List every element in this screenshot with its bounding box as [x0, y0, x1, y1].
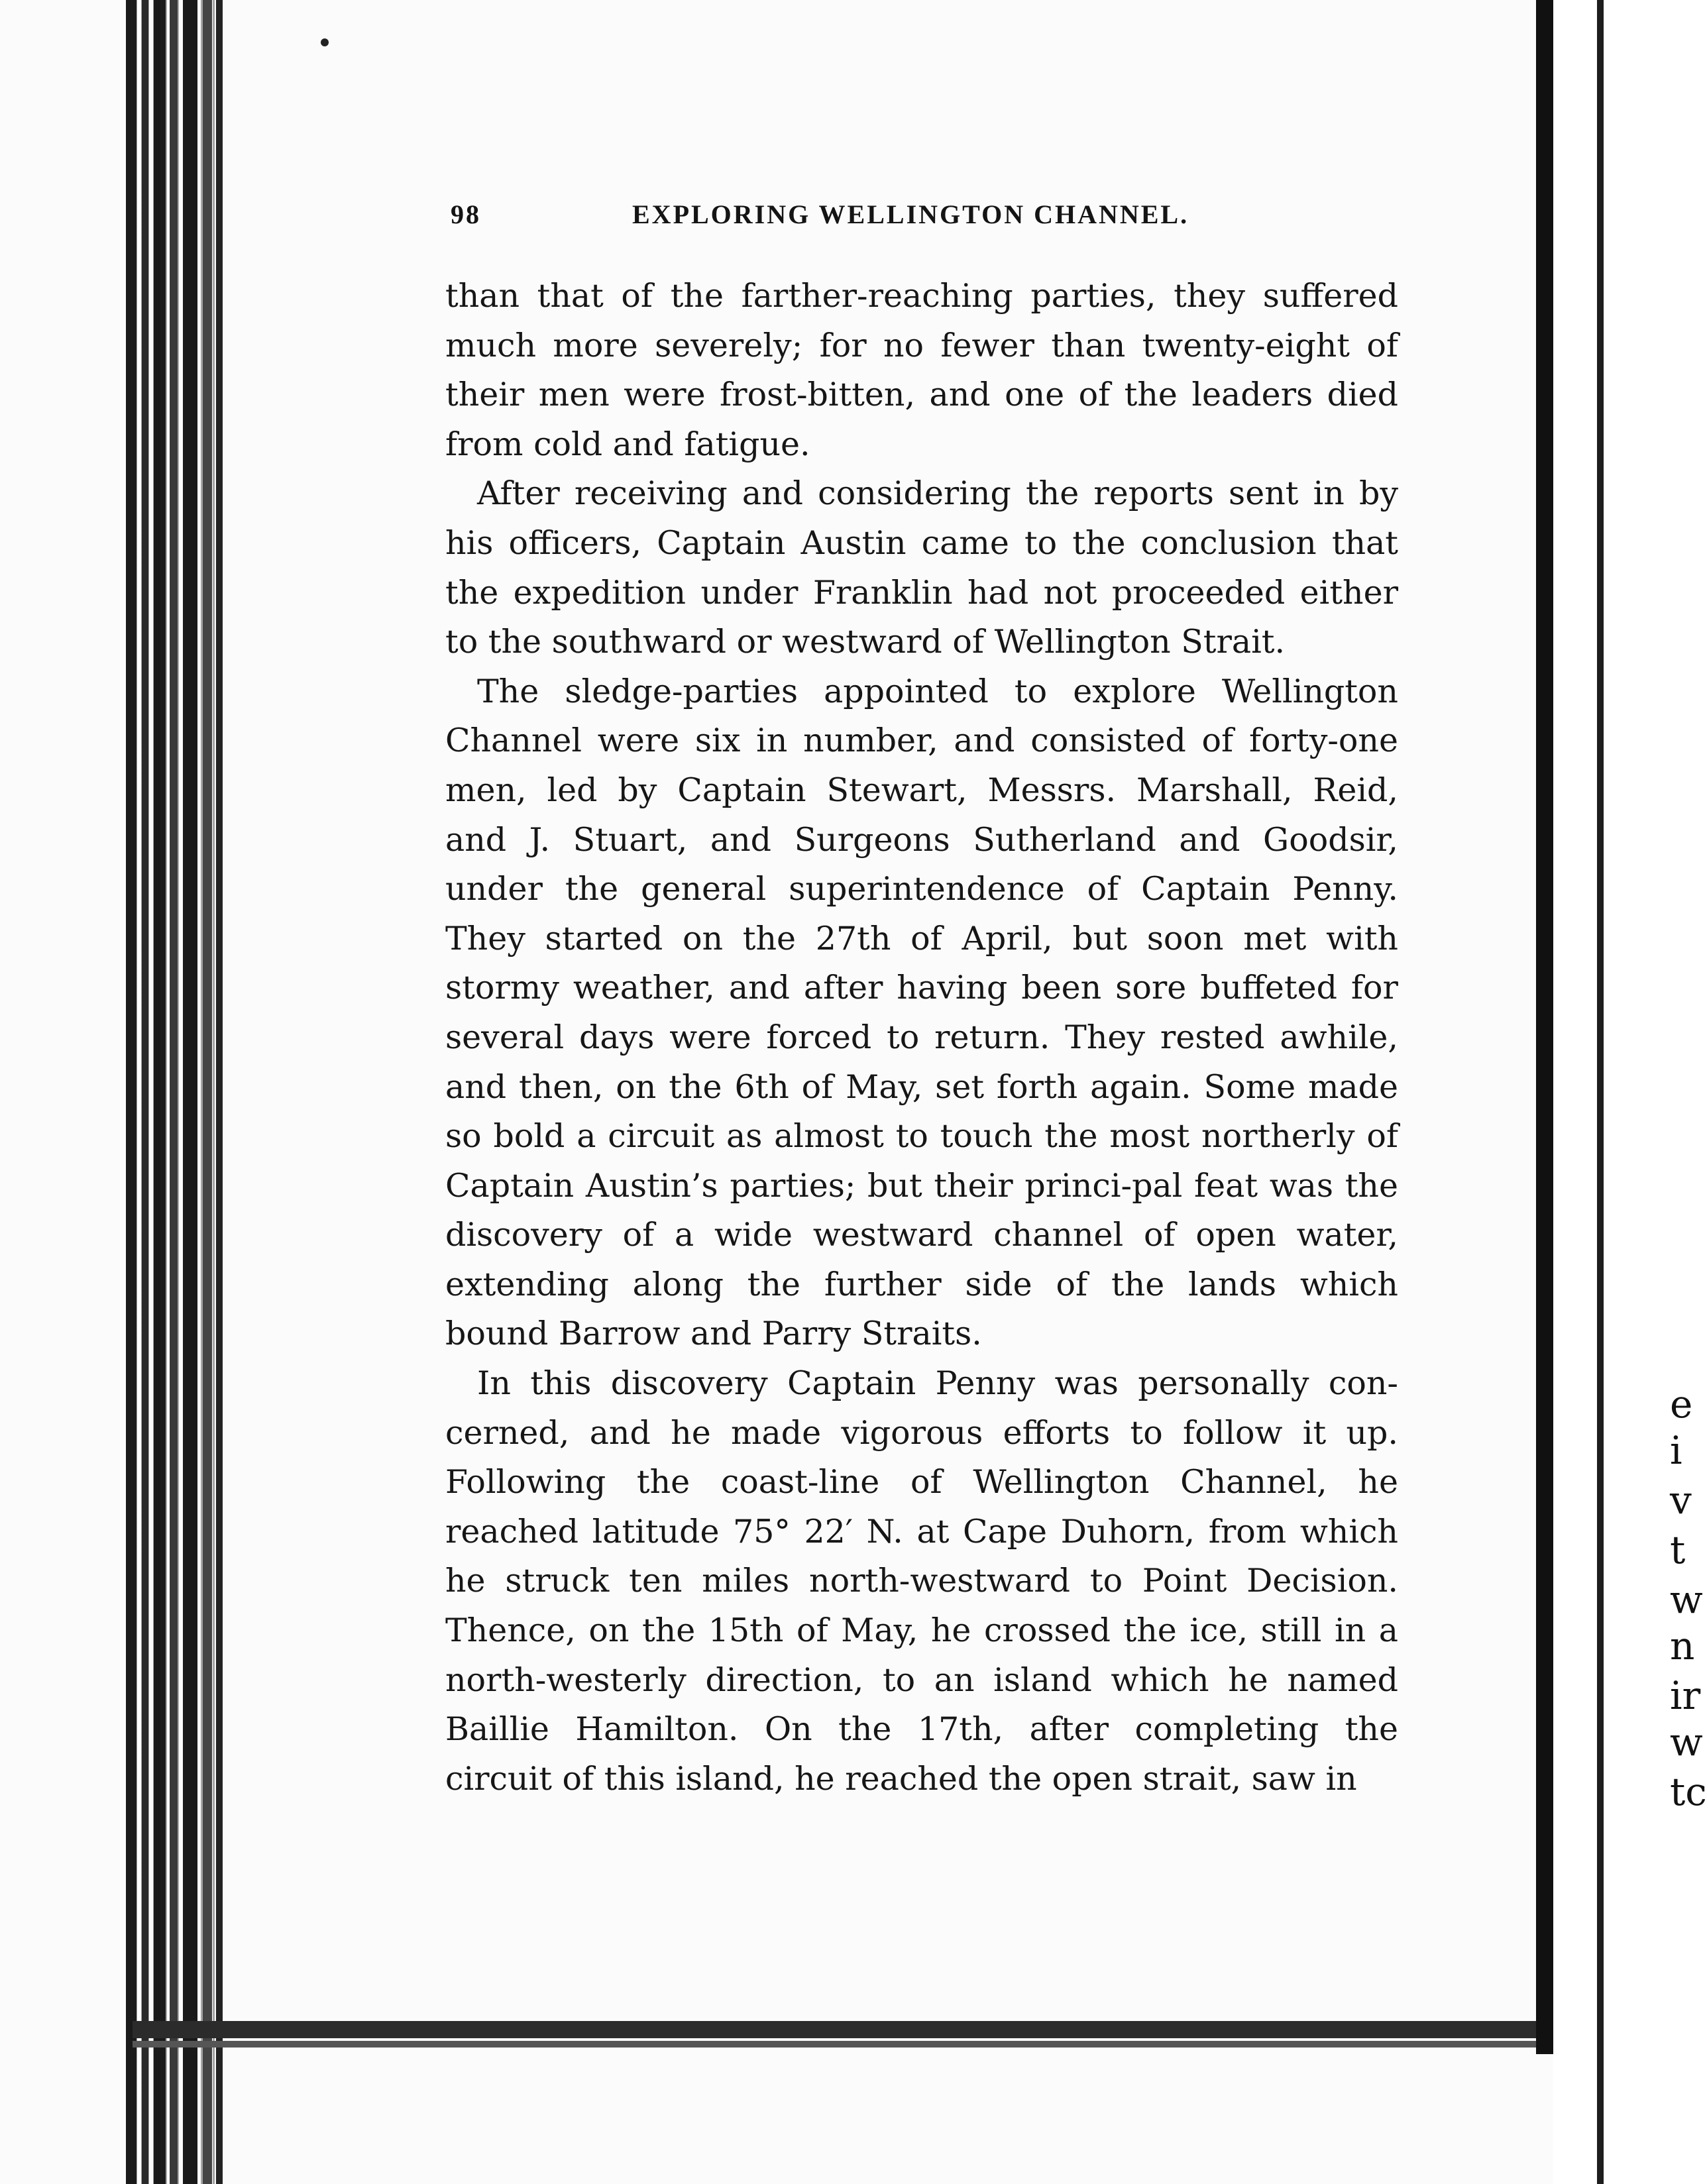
book-edge-stripe [203, 0, 212, 2184]
paragraph: The sledge-parties appointed to explore Wellington Channel were six in number, and consisted of forty-one men, led by Captain Stewart, Messrs. Marshall, Reid, and J. Stuart, and Surgeons Sutherland and Goodsir, under the general superintendence of Captain Penny. They started on the 27th of April, but soon met with stormy weather, and after having been sore buffeted for several days were forced to return. They rested awhile, and then, on the 6th of May, set forth again. Some made so bold a circuit as almost to touch the most northerly of Captain Austin’s parties; but their princi-pal feat was the discovery of a wide westward channel of open water, extending along the further side of the lands which bound Barrow and Parry Straits. [445, 672, 1398, 1353]
book-edge-stripe [170, 0, 178, 2184]
body-text [445, 272, 1398, 1804]
book-edge-stripe [142, 0, 148, 2184]
page-number: 98 [451, 199, 481, 229]
facing-page-fragment: e [1670, 1382, 1693, 1427]
book-edge-stripe [216, 0, 223, 2184]
gutter-divider [1536, 0, 1553, 2054]
facing-page-fragment: w [1670, 1577, 1703, 1622]
facing-page-fragment: ir [1670, 1673, 1701, 1718]
page-bottom-shadow [133, 2041, 1551, 2048]
page-bottom-shadow [133, 2021, 1551, 2038]
book-edge-stripe [126, 0, 137, 2184]
paragraph: After receiving and considering the reports sent in by his officers, Captain Austin came to the conclusion that the expedition under Franklin had not proceeded either to the southward or westward of Wellington Strait. [445, 474, 1398, 661]
paragraph: In this discovery Captain Penny was personally con-cerned, and he made vigorous efforts to follow it up. Following the coast-line of Wellington Channel, he reached latitude 75° 22′ N. at Cape Duhorn, from which he struck ten miles north-westward to Point Decision. Thence, on the 15th of May, he crossed the ice, still in a north-westerly direction, to an island which he named Baillie Hamilton. On the 17th, after completing the circuit of this island, he reached the open strait, saw in [445, 1364, 1398, 1798]
book-edge-stripe [183, 0, 197, 2184]
book-edge-stripe [154, 0, 166, 2184]
paragraph: than that of the farther-reaching parties, they suffered much more severely; for no fewer than twenty-eight of their men were frost-bitten, and one of the leaders died from cold and fatigue. [445, 277, 1398, 463]
facing-page-fragment: n [1670, 1623, 1695, 1668]
facing-page-rule [1597, 0, 1604, 2184]
facing-page-fragment: tc [1670, 1769, 1707, 1814]
facing-page-fragment: i [1670, 1428, 1682, 1473]
facing-page-fragment: t [1670, 1527, 1686, 1572]
facing-page-fragment: w [1670, 1720, 1703, 1765]
running-head: EXPLORING WELLINGTON CHANNEL. [632, 199, 1189, 229]
scan-speck [321, 38, 329, 46]
facing-page [1553, 0, 1694, 2184]
facing-page-fragment: v [1670, 1478, 1692, 1523]
